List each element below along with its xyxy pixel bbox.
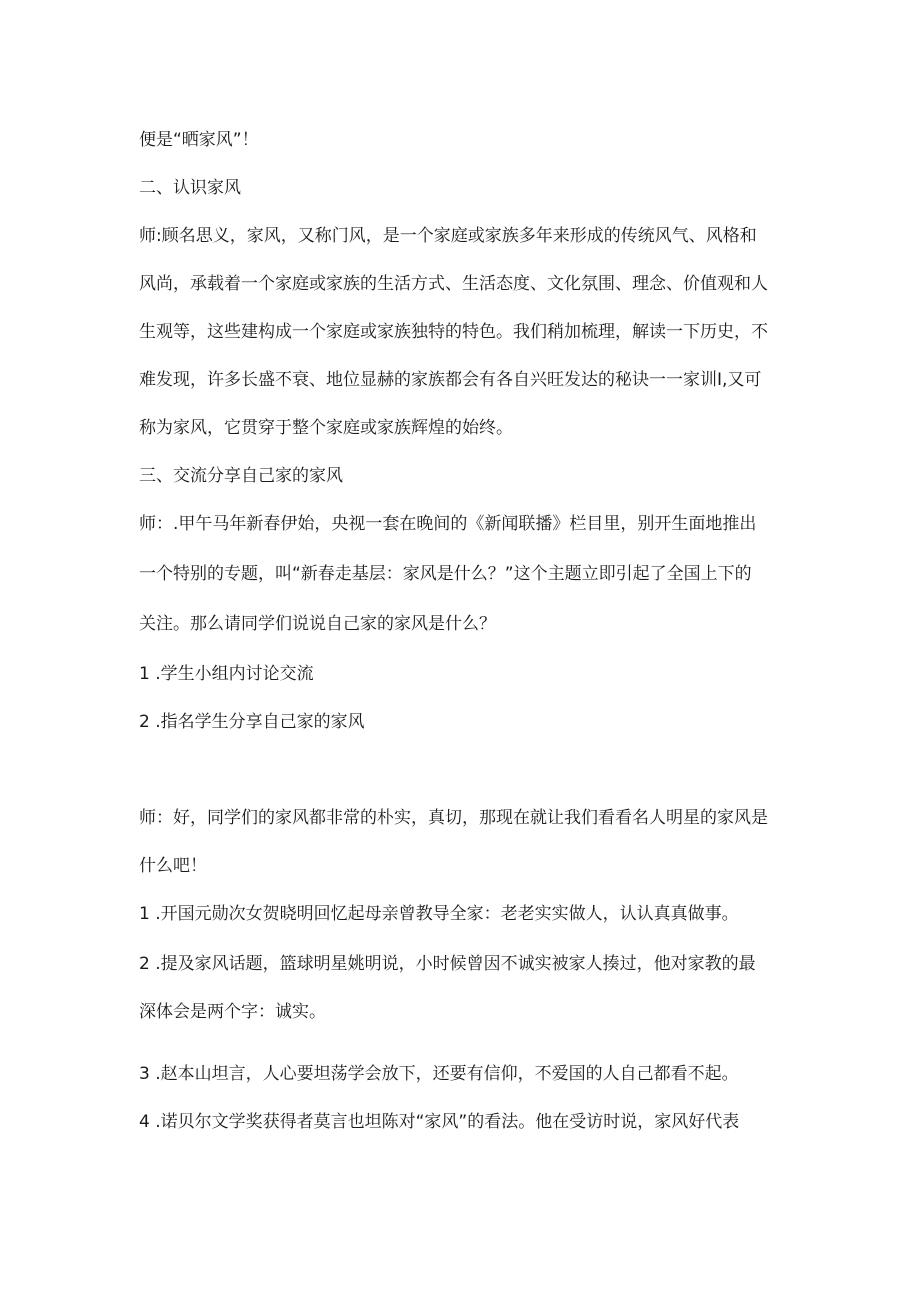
text-line: 生观等，这些建构成一个家庭或家族独特的特色。我们稍加梳理，解读一下历史，不 <box>139 322 768 342</box>
list-item: 2 .提及家风话题，篮球明星姚明说，小时候曾因不诚实被家人揍过，他对家教的最 <box>139 954 756 974</box>
list-item: 1 .学生小组内讨论交流 <box>139 664 314 684</box>
text-line: 风尚，承载着一个家庭或家族的生活方式、生活态度、文化氛围、理念、价值观和人 <box>139 274 768 294</box>
list-item: 4 .诺贝尔文学奖获得者莫言也坦陈对“家风”的看法。他在受访时说，家风好代表 <box>139 1112 740 1132</box>
text-line: 称为家风，它贯穿于整个家庭或家族辉煌的始终。 <box>139 418 513 438</box>
text-line: 师:顾名思义，家风，又称门风，是一个家庭或家族多年来形成的传统风气、风格和 <box>139 226 757 246</box>
section-heading: 二、认识家风 <box>139 178 241 198</box>
list-item: 2 .指名学生分享自己家的家风 <box>139 712 365 732</box>
list-item: 1 .开国元勋次女贺晓明回忆起母亲曾教导全家：老老实实做人，认认真真做事。 <box>139 904 739 924</box>
text-line: 什么吧！ <box>139 856 207 876</box>
text-line: 一个特别的专题，叫“新春走基层：家风是什么？”这个主题立即引起了全国上下的 <box>139 564 752 584</box>
text-line: 便是“晒家风”！ <box>139 130 259 150</box>
text-line: 师：好，同学们的家风都非常的朴实，真切，那现在就让我们看看名人明星的家风是 <box>139 808 768 828</box>
section-heading: 三、交流分享自己家的家风 <box>139 466 343 486</box>
text-line: 深体会是两个字：诚实。 <box>139 1002 326 1022</box>
text-line: 师：.甲午马年新春伊始，央视一套在晚间的《新闻联播》栏目里，别开生面地推出 <box>139 514 757 534</box>
list-item: 3 .赵本山坦言，人心要坦荡学会放下，还要有信仰，不爱国的人自己都看不起。 <box>139 1064 739 1084</box>
text-line: 关注。那么请同学们说说自己家的家风是什么？ <box>139 614 496 634</box>
text-line: 难发现，许多长盛不衰、地位显赫的家族都会有各自兴旺发达的秘诀一一家训Ⅰ,又可 <box>139 370 762 390</box>
